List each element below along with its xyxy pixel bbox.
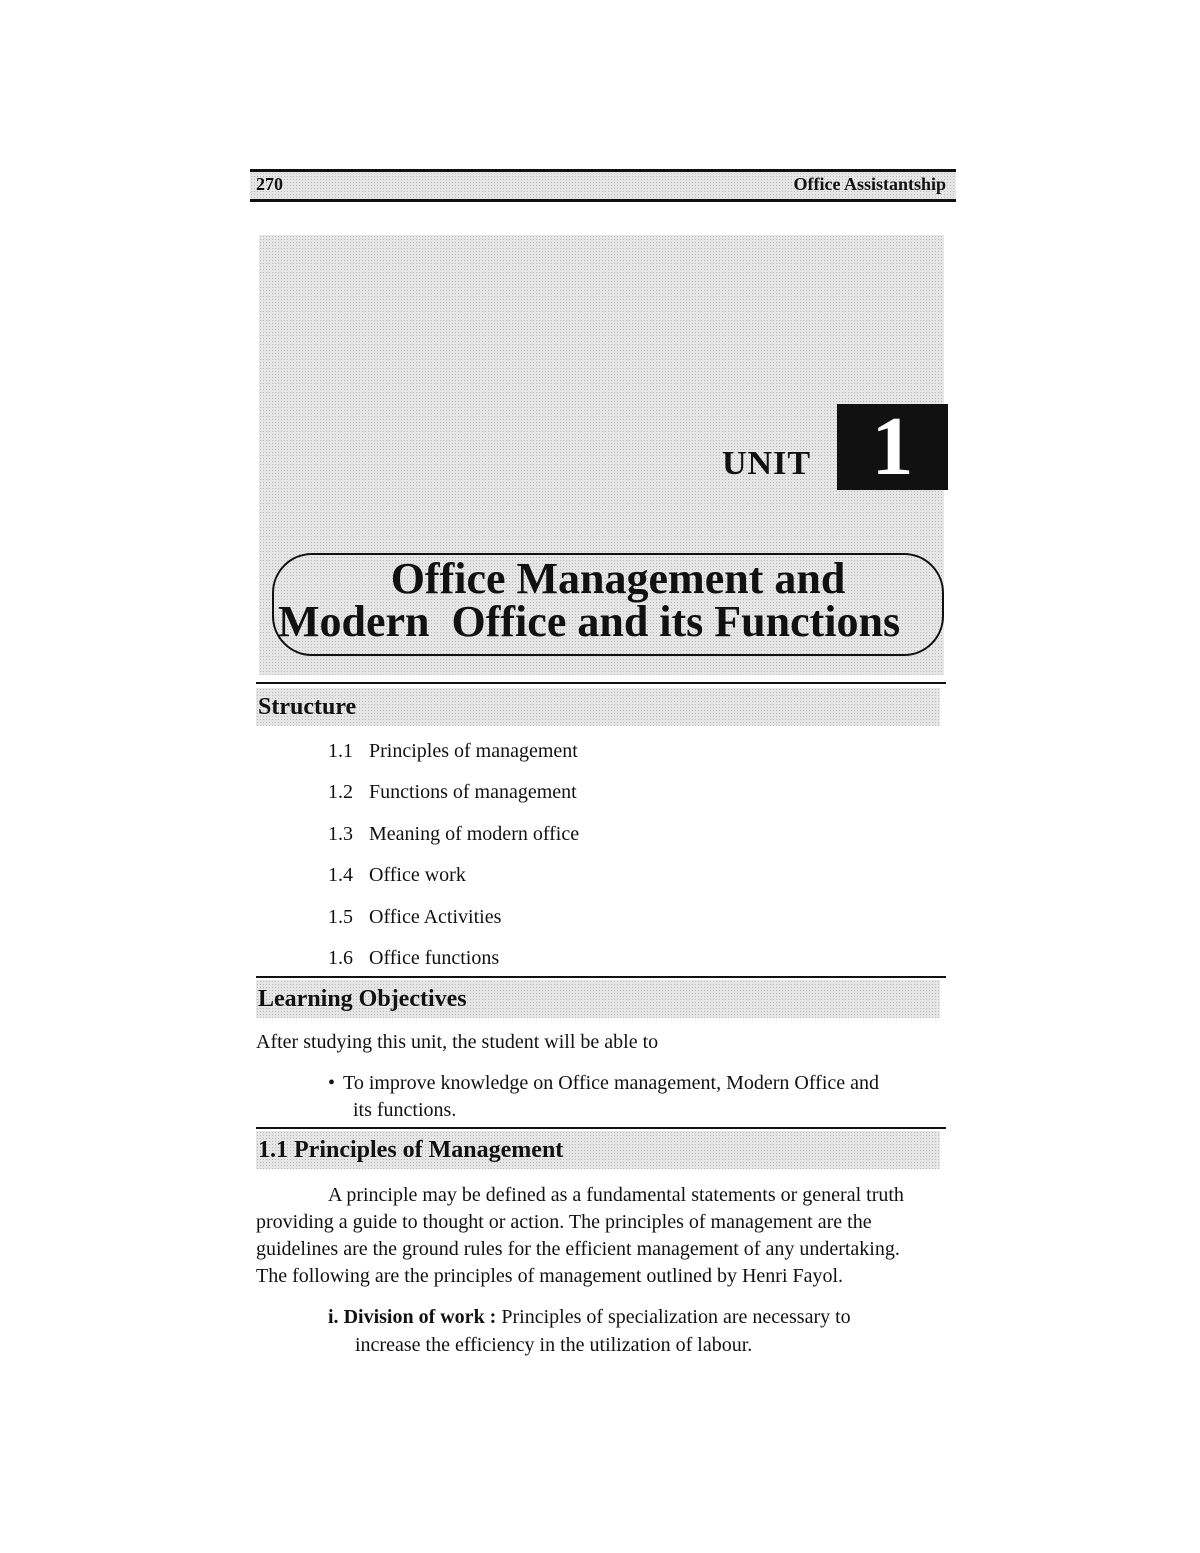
unit-label: UNIT <box>722 445 812 482</box>
structure-item-number: 1.6 <box>328 947 353 969</box>
structure-item-number: 1.1 <box>328 740 353 762</box>
structure-item <box>328 905 501 929</box>
principle-item-text: Principles of specialization are necessary to <box>501 1306 851 1328</box>
structure-item <box>328 780 577 804</box>
structure-item-text: Office work <box>369 864 466 886</box>
principle-item-term: Division of work : <box>343 1306 497 1328</box>
structure-rule <box>256 682 946 684</box>
principle-paragraph-line: guidelines are the ground rules for the efficient management of any undertaking. <box>256 1238 900 1260</box>
page-number: 270 <box>256 174 283 194</box>
principle-paragraph-line: The following are the principles of management outlined by Henri Fayol. <box>256 1265 844 1287</box>
structure-item-text: Principles of management <box>369 740 578 762</box>
principle-paragraph-line: providing a guide to thought or action. The principles of management are the <box>256 1211 872 1233</box>
unit-title-line-1: Office Management and <box>390 554 846 603</box>
unit-number-box: 1 <box>837 404 948 490</box>
unit-title-line-2: Modern Office and its Functions <box>278 597 901 646</box>
principle-item-line-1 <box>328 1304 851 1331</box>
structure-item-number: 1.5 <box>328 906 353 928</box>
objective-text-line-1: To improve knowledge on Office management, Modern Office and <box>343 1072 880 1094</box>
structure-item-text: Functions of management <box>369 781 577 803</box>
structure-item-text: Office functions <box>369 947 500 969</box>
objective-bullet: • <box>328 1072 336 1094</box>
principle-item-marker: i. <box>328 1306 339 1328</box>
structure-heading: Structure <box>256 688 940 726</box>
section-1-1-heading: 1.1 Principles of Management <box>256 1131 940 1169</box>
structure-item <box>328 863 466 887</box>
structure-item <box>328 946 499 970</box>
objectives-heading: Learning Objectives <box>256 980 940 1018</box>
principle-paragraph-line: A principle may be defined as a fundamental statements or general truth <box>328 1184 904 1206</box>
running-header <box>250 169 956 202</box>
structure-item-number: 1.3 <box>328 823 353 845</box>
structure-item <box>328 822 579 846</box>
structure-item-text: Office Activities <box>369 906 502 928</box>
structure-item-number: 1.4 <box>328 864 353 886</box>
structure-item <box>328 739 578 763</box>
structure-item-text: Meaning of modern office <box>369 823 580 845</box>
objective-text-line-2: its functions. <box>353 1099 457 1121</box>
structure-item-number: 1.2 <box>328 781 353 803</box>
objectives-rule <box>256 976 946 978</box>
objectives-intro: After studying this unit, the student will be able to <box>256 1031 659 1053</box>
book-title: Office Assistantship <box>793 174 946 194</box>
unit-title-frame <box>272 553 944 656</box>
principle-item-line-2: increase the efficiency in the utilization of labour. <box>355 1334 753 1356</box>
section-1-1-rule <box>256 1127 946 1129</box>
